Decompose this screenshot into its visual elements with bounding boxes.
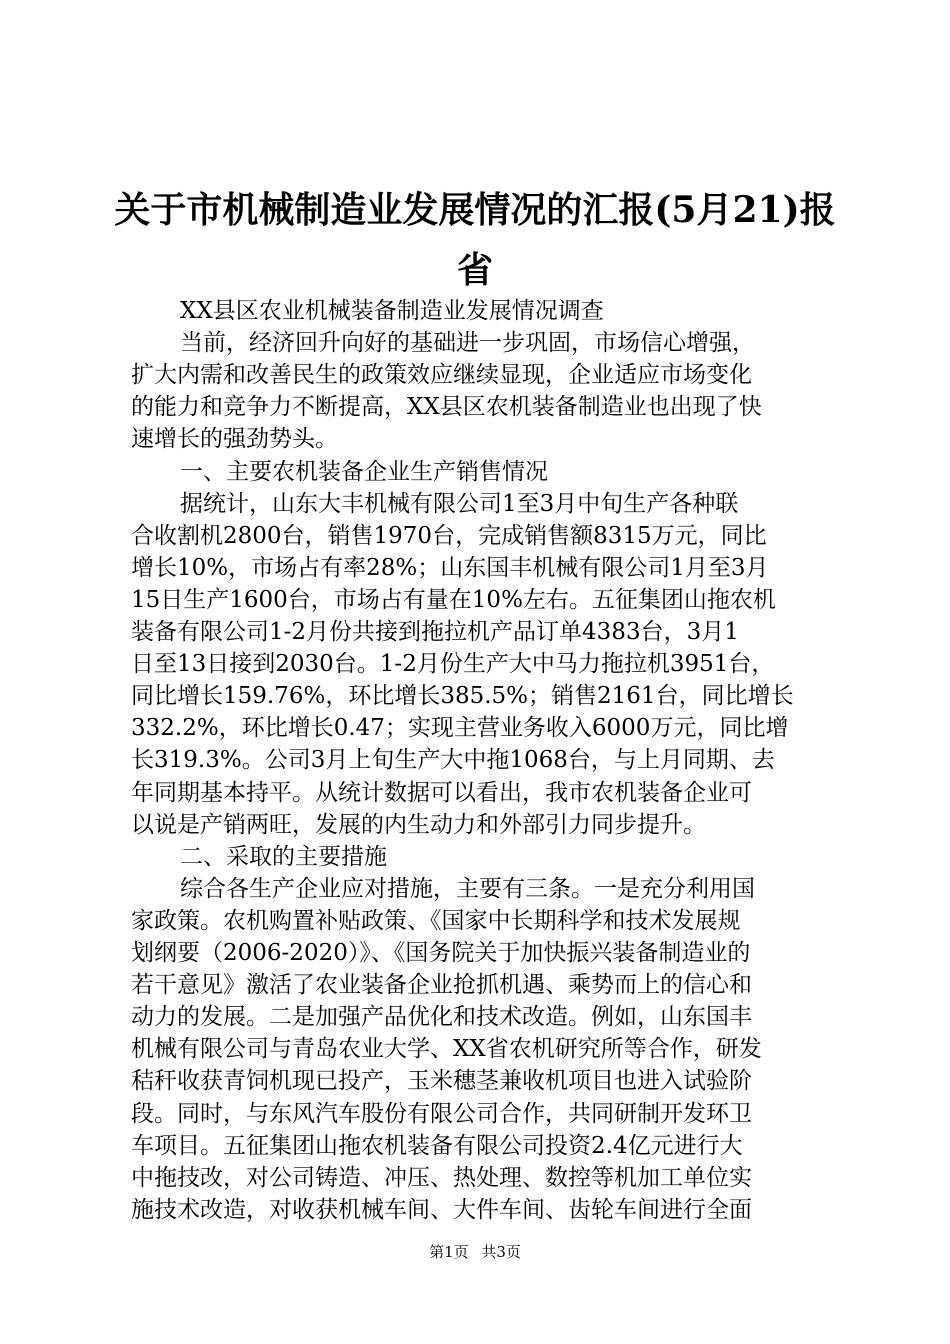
body-line: 二、采取的主要措施 [180, 843, 387, 870]
body-line: 增长10%，市场占有率28%；山东国丰机械有限公司1月至3月 [131, 554, 769, 581]
body-line: 据统计，山东大丰机械有限公司1至3月中旬生产各种联 [180, 490, 739, 517]
body-line: 车项目。五征集团山拖农机装备有限公司投资2.4亿元进行大 [131, 1132, 743, 1159]
body-line: 段。同时，与东风汽车股份有限公司合作，共同研制开发环卫 [131, 1100, 752, 1127]
body-line: 合收割机2800台，销售1970台，完成销售额8315万元，同比 [131, 522, 767, 549]
body-line: 秸秆收获青饲机现已投产，玉米穗茎兼收机项目也进入试验阶 [131, 1068, 752, 1095]
page-footer [0, 1242, 950, 1262]
body-line: 长319.3%。公司3月上旬生产大中拖1068台，与上月同期、去 [131, 747, 775, 774]
page-total: 共3页 [481, 1243, 521, 1261]
body-line: 日至13日接到2030台。1-2月份生产大中马力拖拉机3951台， [131, 651, 775, 678]
body-line: 施技术改造，对收获机械车间、大件车间、齿轮车间进行全面 [131, 1196, 752, 1223]
body-line: 若干意见》激活了农业装备企业抢抓机遇、乘势而上的信心和 [131, 972, 752, 999]
body-line: 一、主要农机装备企业生产销售情况 [180, 458, 548, 485]
body-line: 机械有限公司与青岛农业大学、XX省农机研究所等合作，研发 [131, 1036, 762, 1063]
page-number: 第1页 [429, 1243, 469, 1261]
body-line: 当前，经济回升向好的基础进一步巩固，市场信心增强， [180, 330, 755, 357]
body-line: 以说是产销两旺，发展的内生动力和外部引力同步提升。 [131, 811, 706, 838]
body-line: 动力的发展。二是加强产品优化和技术改造。例如，山东国丰 [131, 1004, 752, 1031]
body-line: 装备有限公司1-2月份共接到拖拉机产品订单4383台，3月1 [131, 619, 739, 645]
document-title-line-1: 关于市机械制造业发展情况的汇报(5月21)报 [114, 189, 836, 231]
body-line: 速增长的强劲势头。 [131, 426, 338, 453]
body-line: XX县区农业机械装备制造业发展情况调查 [180, 298, 604, 324]
body-line: 同比增长159.76%，环比增长385.5%；销售2161台，同比增长 [131, 683, 794, 710]
body-line: 年同期基本持平。从统计数据可以看出，我市农机装备企业可 [131, 779, 752, 806]
body-line: 综合各生产企业应对措施，主要有三条。一是充分利用国 [180, 875, 755, 902]
body-line: 15日生产1600台，市场占有量在10%左右。五征集团山拖农机 [131, 586, 776, 613]
body-line: 332.2%，环比增长0.47；实现主营业务收入6000万元，同比增 [131, 715, 789, 742]
body-line: 中拖技改，对公司铸造、冲压、热处理、数控等机加工单位实 [131, 1164, 752, 1191]
body-line: 家政策。农机购置补贴政策、《国家中长期科学和技术发展规 [131, 907, 741, 934]
body-line: 扩大内需和改善民生的政策效应继续显现，企业适应市场变化 [131, 362, 752, 389]
body-line: 划纲要（2006-2020）》、《国务院关于加快振兴装备制造业的 [131, 940, 751, 966]
body-line: 的能力和竞争力不断提高，XX县区农机装备制造业也出现了快 [131, 394, 762, 421]
document-title-line-2: 省 [456, 249, 493, 291]
